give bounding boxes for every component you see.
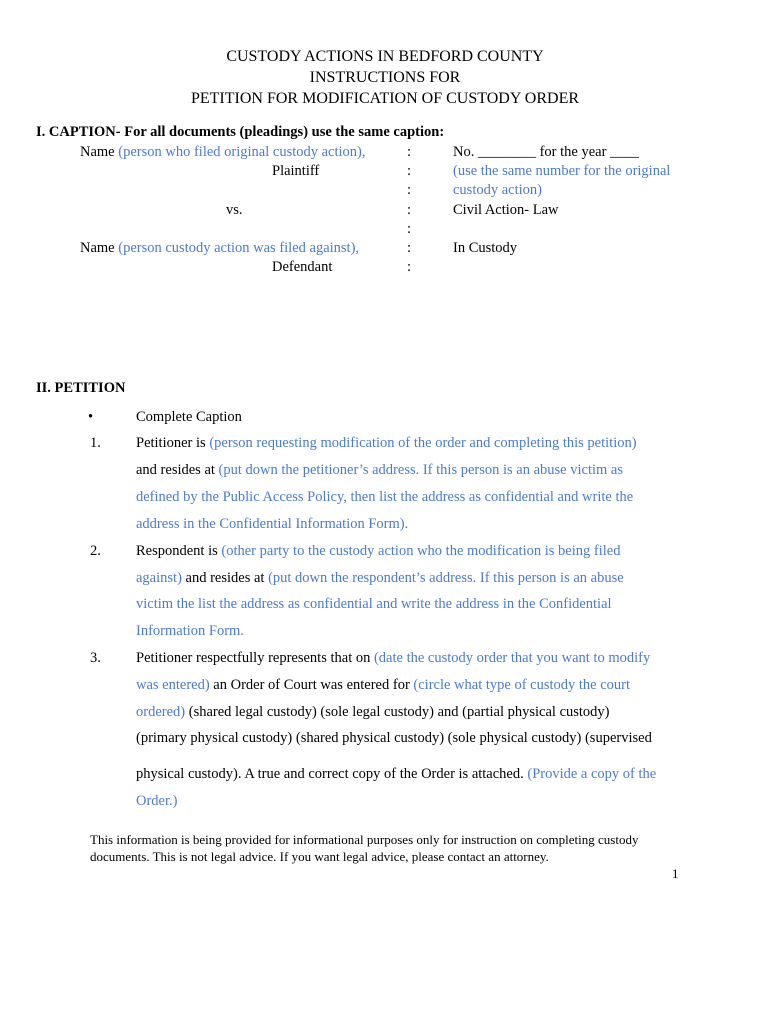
caption-colon: : — [406, 144, 412, 160]
item2-hint: against) — [136, 570, 182, 586]
caption-colon: : — [406, 202, 412, 218]
caption-heading: I. CAPTION- For all documents (pleadings) use the same caption: — [36, 124, 445, 140]
item3-hint: ordered) — [136, 704, 186, 720]
item3-text: (shared legal custody) (sole legal custody) and (partial physical custody) — [185, 704, 610, 720]
caption-colon: : — [406, 182, 412, 198]
item3-hint: (Provide a copy of the — [527, 766, 657, 782]
item3-line-f: Order.) — [136, 793, 178, 809]
case-number-line: No. ________ for the year ____ — [453, 144, 640, 160]
item1-hint: (put down the petitioner’s address. If this person is an abuse victim as — [218, 462, 623, 478]
caption-colon: : — [406, 221, 412, 237]
item3-text: Petitioner respectfully represents that on — [136, 650, 374, 666]
item3-line-c — [136, 704, 610, 721]
item3-hint: (date the custody order that you want to modify — [373, 650, 651, 666]
item3-text: physical custody). A true and correct copy of the Order is attached. — [136, 766, 528, 782]
item1-line-a — [136, 435, 637, 452]
petition-heading: II. PETITION — [36, 380, 126, 396]
item1-text: and resides at — [136, 462, 219, 478]
item3-line-d: (primary physical custody) (shared physical custody) (sole physical custody) (supervised — [136, 730, 652, 746]
case-number-hint-1: (use the same number for the original — [453, 163, 671, 179]
caption-colon: : — [406, 163, 412, 179]
item-number: 2. — [90, 543, 101, 559]
item-number: 1. — [90, 435, 101, 451]
item2-line-a — [136, 543, 620, 560]
caption-colon: : — [406, 259, 412, 275]
caption-plaintiff-name — [80, 144, 366, 161]
page-number: 1 — [672, 866, 679, 881]
item1-line-c: defined by the Public Access Policy, then list the address as confidential and write the — [136, 489, 634, 505]
defendant-name-label: Name — [80, 240, 115, 256]
item3-text: an Order of Court was entered for — [209, 677, 414, 693]
case-number-hint-2: custody action) — [453, 182, 542, 198]
vs-label: vs. — [226, 202, 243, 218]
item-number: 3. — [90, 650, 101, 666]
item3-line-e — [136, 766, 656, 783]
item3-hint: was entered) — [136, 677, 210, 693]
plaintiff-name-hint: (person who filed original custody action), — [118, 144, 366, 160]
item3-line-b — [136, 677, 630, 694]
title-line-3: PETITION FOR MODIFICATION OF CUSTODY ORDER — [190, 90, 580, 107]
item2-line-b — [136, 570, 624, 587]
item1-line-b — [136, 462, 623, 479]
title-line-2: INSTRUCTIONS FOR — [309, 69, 461, 86]
caption-defendant-name — [80, 240, 359, 257]
item2-text: and resides at — [181, 570, 269, 586]
item1-text: Petitioner is — [136, 435, 210, 451]
plaintiff-name-label: Name — [80, 144, 115, 160]
item1-hint: (person requesting modification of the order and completing this petition) — [209, 435, 637, 451]
item2-hint: (put down the respondent’s address. If this person is an abuse — [268, 570, 624, 586]
item2-text: Respondent is — [136, 543, 222, 559]
item3-hint: (circle what type of custody the court — [413, 677, 631, 693]
defendant-name-hint: (person custody action was filed against), — [118, 240, 360, 256]
title-line-1: CUSTODY ACTIONS IN BEDFORD COUNTY — [226, 48, 544, 65]
bullet-text: Complete Caption — [136, 409, 242, 425]
in-custody-label: In Custody — [453, 240, 518, 256]
item1-line-d: address in the Confidential Information Form). — [136, 516, 409, 532]
disclaimer-line-1: This information is being provided for informational purposes only for instruction on completing custody — [90, 832, 639, 847]
item3-line-a — [136, 650, 650, 667]
item2-line-d: Information Form. — [136, 623, 244, 639]
item2-line-c: victim the list the address as confidential and write the address in the Confidential — [136, 596, 612, 612]
caption-colon: : — [406, 240, 412, 256]
defendant-label: Defendant — [272, 259, 333, 275]
civil-action-label: Civil Action- Law — [453, 202, 559, 218]
disclaimer-line-2: documents. This is not legal advice. If you want legal advice, please contact an attorney. — [90, 849, 549, 864]
plaintiff-label: Plaintiff — [272, 163, 320, 179]
item2-hint: (other party to the custody action who the modification is being filed — [221, 543, 621, 559]
bullet-marker: • — [88, 409, 94, 425]
